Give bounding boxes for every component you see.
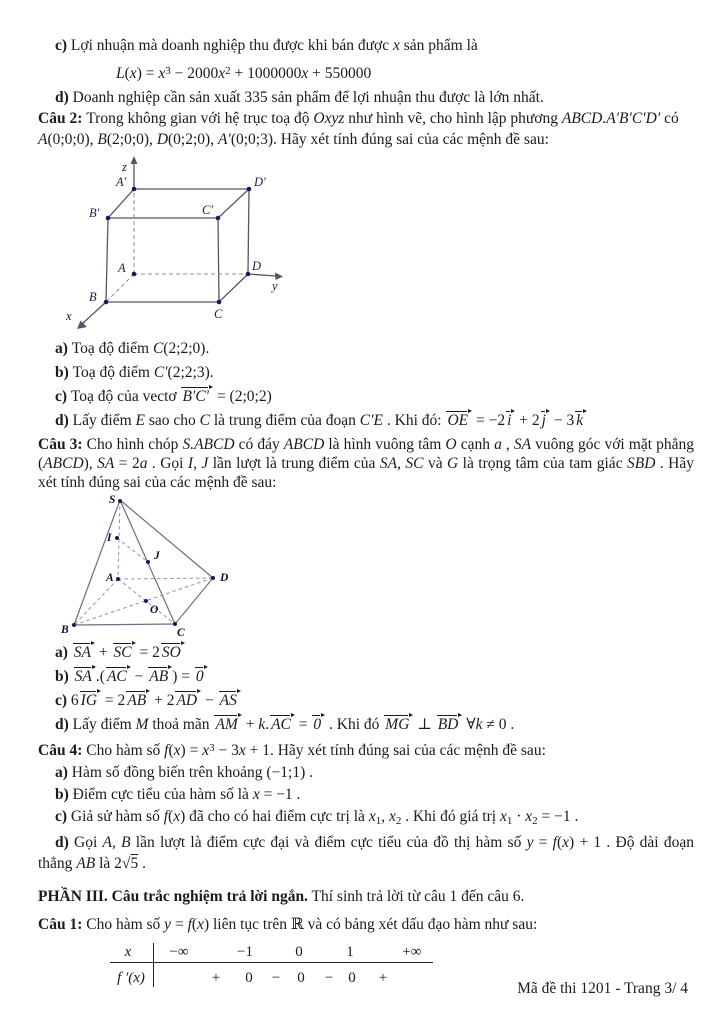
cau2-header: Câu 2: Trong không gian với hệ trục toạ độ Oxyz như hình vẽ, cho hình lập phương ABCD.A′B′C′D′ có [38,110,679,127]
z-arrowhead-icon [131,156,138,164]
cau4-item-a: a) Hàm số đồng biến trên khoảng (−1;1) . [55,764,313,781]
sign-table-tick-0: 0 [295,944,303,960]
x-arrowhead-icon [77,321,87,330]
sign-table-sign-6: + [378,970,388,986]
part3-cau1-header: Câu 1: Cho hàm số y = f(x) liên tục trên ℝ và có bảng xét dấu đạo hàm như sau: [38,916,538,933]
cau3-item-a: a) SA + SC = 2 SO [38,641,694,665]
sign-table-var: x [124,944,132,960]
cau2-coordinates: A(0;0;0), B(2;0;0), D(0;2;0), A′(0;0;3). Hãy xét tính đúng sai của các mệnh đề sau: [38,131,549,148]
cube-labels [65,160,278,323]
cube-label-b-prime: B′ [89,206,100,220]
cube-vertex-dots [104,187,252,305]
page-footer: Mã đề thi 1201 - Trang 3/ 4 [517,980,688,997]
pyramid-label-b: B [61,624,69,636]
cube-axes [82,163,276,324]
cube-label-c-prime: C′ [202,203,214,217]
sign-table-tick-pos-inf: +∞ [402,944,422,960]
sign-table-tick-1: 1 [346,944,354,960]
sign-table-sign-0: + [211,970,221,986]
pyramid-label-a: A [106,572,114,584]
sign-table-sign-5: 0 [348,970,356,986]
sign-table-sign-3: 0 [297,970,305,986]
part3-heading: PHẦN III. Câu trắc nghiệm trả lời ngắn. Thí sinh trả lời từ câu 1 đến câu 6. [38,888,525,905]
cube-figure-svg [46,151,296,333]
cube-label-a: A [118,261,126,275]
sign-table-sign-1: 0 [245,970,253,986]
pyramid-figure [44,494,234,639]
pyramid-figure-svg [44,494,234,639]
cube-label-c: C [214,307,223,321]
cube-label-x: x [66,309,72,323]
pyramid-label-j: J [154,550,160,562]
pyramid-label-c: C [177,627,185,639]
pyramid-solid-edges [74,500,213,625]
pyramid-point-dots [72,499,215,627]
cau4-header: Câu 4: Cho hàm số $f(x) = x^3 - 3x + 1$. Hãy xét tính đúng sai của các mệnh đề sau: [38,742,546,759]
cau3-item-c: c) 6 IG = 2 AB + 2 AD − AS [38,689,694,713]
x-axis [82,302,106,324]
sign-table-tick-neg-inf: −∞ [169,944,189,960]
sign-table-tick-neg1: −1 [237,944,253,960]
cau3-item-d: d) Lấy điểm M thoả mãn AM + k. AC = 0 . Khi đó MG ⊥ BD ∀k ≠ 0 . [55,716,515,733]
prev-question-item-d: d) Doanh nghiệp cần sản xuất 335 sản phẩm để lợi nhuận thu được là lớn nhất. [55,89,544,106]
cube-label-z: z [122,160,127,174]
cau3-item-b: b) SA .( AC − AB ) = 0 [38,665,694,689]
cau2-item-a: a) Toạ độ điểm C(2;2;0). [55,340,210,357]
cube-hidden-edges [106,189,248,302]
sign-table-horizontal-rule [110,962,433,963]
cube-label-d: D [252,259,262,273]
cau3-header: Câu 3: Cho hình chóp S.ABCD có đáy ABCD là hình vuông tâm O cạnh a , SA vuông góc với mặt phẳng (ABCD), SA = 2a . Gọi I, J lần lượt là trung điểm của SA, SC và G là trọng tâm của tam giác SBD . Hãy xét tính đúng sai của các mệnh đề sau: [38,436,695,491]
cau4-item-c: c) Giả sử hàm số f(x) đã cho có hai điểm cực trị là $x_1$, $x_2$ . Khi đó giá trị $x_1 \cdot x_2 = -1$ . [55,808,579,827]
sign-table-fprime-label: f ′(x) [117,970,145,986]
pyramid-labels [60,494,229,639]
prev-question-item-c: c) Lợi nhuận mà doanh nghiệp thu được khi bán được x sản phẩm là [55,37,478,54]
cau4-item-b: b) Điểm cực tiểu của hàm số là x = −1 . [55,786,301,803]
cube-figure [46,151,296,333]
sign-table [95,942,455,992]
sign-table-sign-4: − [324,970,334,986]
cau2-item-b: b) Toạ độ điểm C′(2;2;3). [55,364,214,381]
profit-formula: $L(x) = x^3 - 2000x^2 + 1000000x + 550000$ [116,65,372,82]
cube-label-b: B [89,290,97,304]
cau2-item-d: d) Lấy điểm E sao cho C là trung điểm của đoạn C′E . Khi đó: OE = −2 i + 2 j − 3 k [38,409,694,433]
cau2-item-c: c) Toạ độ của vectơ B′C′ = (2;0;2) [55,388,272,405]
cube-solid-edges [106,189,249,302]
sign-table-sign-2: − [271,970,281,986]
cube-label-a-prime: A′ [116,175,127,189]
cube-label-y: y [272,279,278,293]
pyramid-label-s: S [109,494,116,506]
pyramid-label-i: I [107,532,112,544]
pyramid-label-d: D [220,572,229,584]
y-axis [248,274,276,276]
pyramid-label-o: O [150,604,159,616]
cau4-item-d: d) Gọi A, B lần lượt là điểm cực đại và điểm cực tiểu của đồ thị hàm số y = f(x) + 1 . Độ dài đoạn thẳng AB là 2√5 . [38,834,694,872]
pyramid-hidden-edges [74,500,213,625]
cube-label-d-prime: D′ [254,175,266,189]
sign-table-vertical-rule [153,943,154,987]
